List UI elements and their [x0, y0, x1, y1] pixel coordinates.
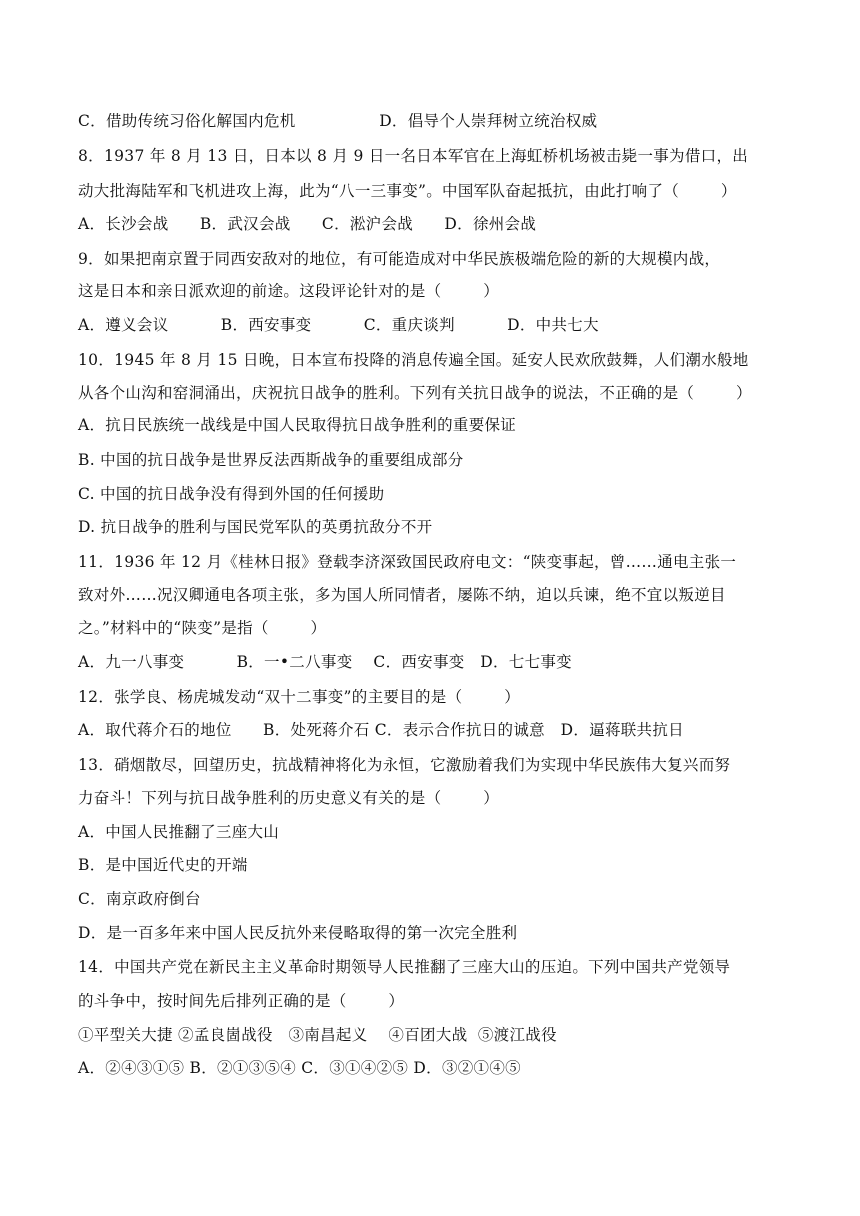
q8-options: A．长沙会战 B．武汉会战 C．淞沪会战 D．徐州会战: [78, 215, 537, 233]
q14-stem-line-2: 的斗争中，按时间先后排列正确的是（ ）: [78, 992, 405, 1010]
q13-option-a: A．中国人民推翻了三座大山: [78, 823, 280, 841]
q11-options: A．九一八事变 B．一•二八事变 C．西安事变 D．七七事变: [78, 653, 572, 671]
q12-stem: 12．张学良、杨虎城发动“双十二事变”的主要目的是（ ）: [78, 688, 520, 706]
q9-options: A．遵义会议 B．西安事变 C．重庆谈判 D．中共七大: [78, 316, 599, 334]
q13-option-c: C．南京政府倒台: [78, 890, 201, 908]
q10-option-b: B. 中国的抗日战争是世界反法西斯战争的重要组成部分: [78, 451, 464, 469]
q9-stem-line-2: 这是日本和亲日派欢迎的前途。这段评论针对的是（ ）: [78, 282, 500, 300]
q10-stem-line-1: 10．1945 年 8 月 15 日晚，日本宣布投降的消息传遍全国。延安人民欢欣鼓舞，人们潮水般地: [78, 351, 749, 369]
q10-option-a: A．抗日民族统一战线是中国人民取得抗日战争胜利的重要保证: [78, 416, 517, 434]
q12-options: A．取代蒋介石的地位 B．处死蒋介石 C．表示合作抗日的诚意 D．逼蒋联共抗日: [78, 721, 684, 739]
q11-stem-line-3: 之。”材料中的“陕变”是指（ ）: [78, 619, 327, 637]
q13-stem-line-1: 13．硝烟散尽，回望历史，抗战精神将化为永恒，它激励着我们为实现中华民族伟大复兴而努: [78, 756, 731, 774]
q14-options: A．②④③①⑤ B．②①③⑤④ C．③①④②⑤ D．③②①④⑤: [78, 1059, 521, 1077]
q8-stem-line-2: 动大批海陆军和飞机进攻上海，此为“八一三事变”。中国军队奋起抵抗，由此打响了（ ）: [78, 182, 737, 200]
q14-stem-line-1: 14．中国共产党在新民主主义革命时期领导人民推翻了三座大山的压迫。下列中国共产党领导: [78, 958, 731, 976]
q9-stem-line-1: 9．如果把南京置于同西安敌对的地位，有可能造成对中华民族极端危险的新的大规模内战，: [78, 250, 721, 268]
q10-stem-line-2: 从各个山沟和窑洞涌出，庆祝抗日战争的胜利。下列有关抗日战争的说法，不正确的是（ ）: [78, 384, 752, 402]
q13-option-d: D．是一百多年来中国人民反抗外来侵略取得的第一次完全胜利: [78, 924, 518, 942]
q14-events: ①平型关大捷 ②孟良崮战役 ③南昌起义 ④百团大战 ⑤渡江战役: [78, 1026, 557, 1044]
q11-stem-line-1: 11．1936 年 12 月《桂林日报》登载李济深致国民政府电文：“陕变事起，曾……通电主张一: [78, 553, 737, 571]
q13-option-b: B．是中国近代史的开端: [78, 856, 248, 874]
q10-option-c: C. 中国的抗日战争没有得到外国的任何援助: [78, 485, 385, 503]
q13-stem-line-2: 力奋斗！下列与抗日战争胜利的历史意义有关的是（ ）: [78, 789, 500, 807]
q7-options-cd: C．借助传统习俗化解国内危机 D．倡导个人崇拜树立统治权威: [78, 112, 598, 130]
q11-stem-line-2: 致对外……况汉卿通电各项主张，多为国人所同情者，屡陈不纳，迫以兵谏，绝不宜以叛逆目: [78, 586, 726, 604]
q8-stem-line-1: 8．1937 年 8 月 13 日，日本以 8 月 9 日一名日本军官在上海虹桥机场被击毙一事为借口，出: [78, 147, 749, 165]
q10-option-d: D. 抗日战争的胜利与国民党军队的英勇抗敌分不开: [78, 518, 433, 536]
